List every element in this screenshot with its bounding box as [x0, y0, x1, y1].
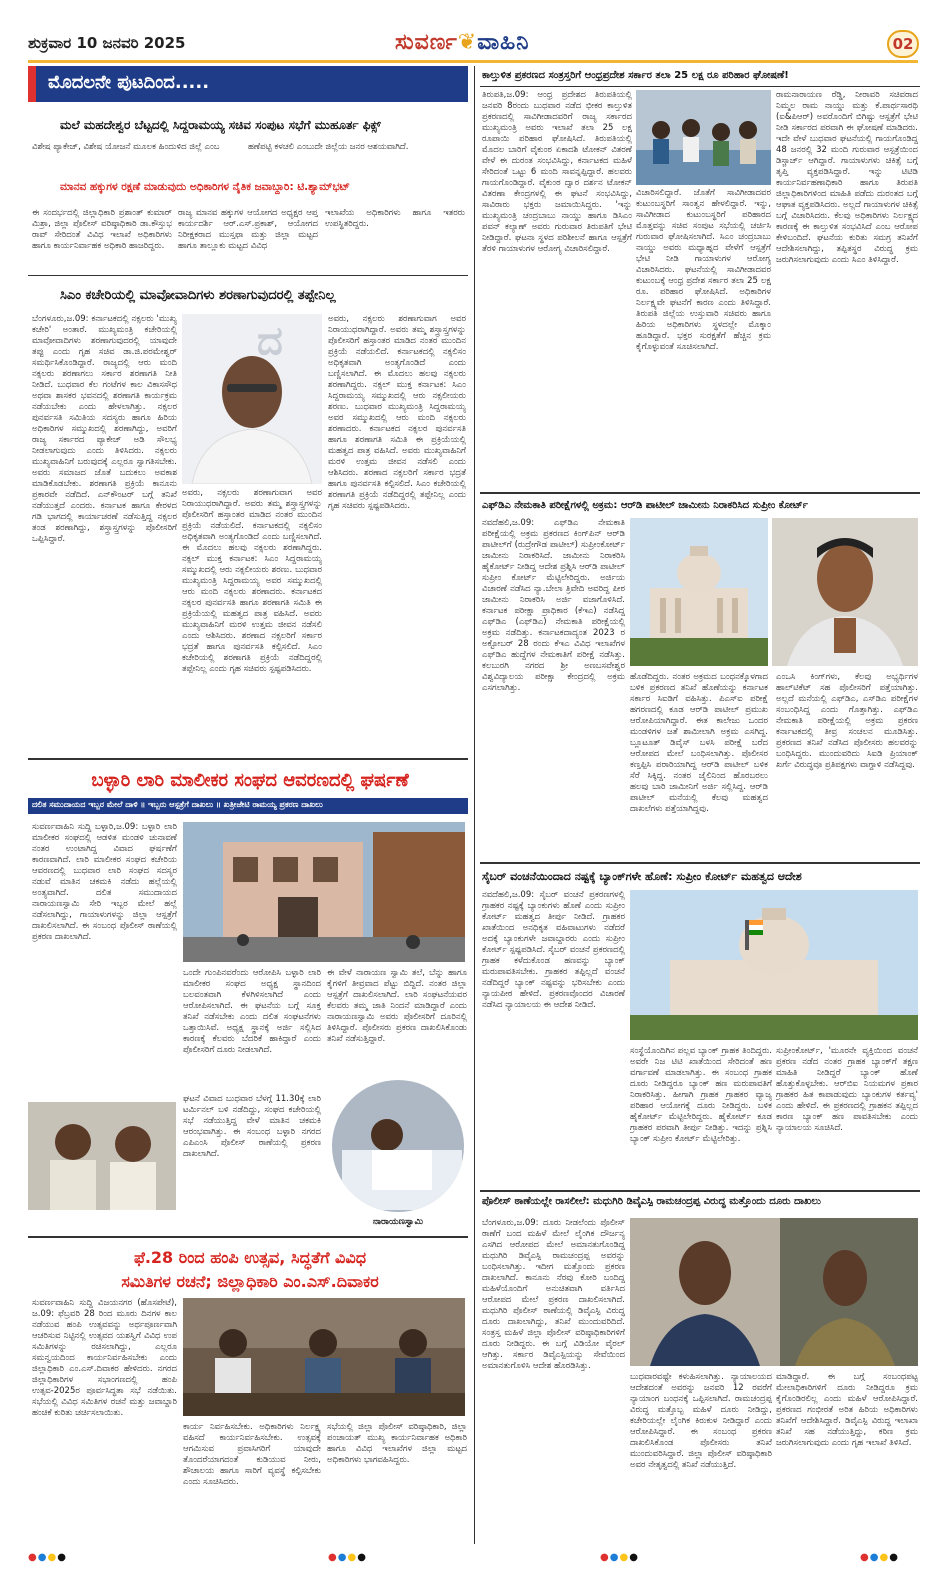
- r1-text-a: ತಿರುಪತಿ,ಜ.09: ಆಂಧ್ರ ಪ್ರದೇಶದ ತಿರುಪತಿಯಲ್ಲಿ ಜನವರಿ 8ರಂದು ಬುಧವಾರ ನಡೆದ ಭೀಕರ ಕಾಲ್ತುಳಿತ ಪ್ರಕರಣದಲ್ಲಿ ಸಾವಿಗೀಡಾದವರಿಗೆ ರಾಜ್ಯ ಸರ್ಕಾರದ ಮುಖ್ಯಮಂತ್ರಿ ಅವರು ಇಲಾಖೆ ತಲಾ 25 ಲಕ್ಷ ರೂಪಾಯಿ ಪರಿಹಾರ ಘೋಷಿಸಿದೆ. ತಿರುಪತಿಯಲ್ಲಿ ಮೊದಲ ಬಾರಿಗೆ ವೈಕುಂಠ ಏಕಾದಶಿ ಟೋಕನ್ ವಿತರಣೆ ವೇಳೆ ಈ ದುರಂತ ಸಂಭವಿಸಿದ್ದು, ಕರ್ನಾಟಕದ ಮಹಿಳೆ ಸೇರಿದಂತೆ ಒಟ್ಟು 6 ಮಂದಿ ಸಾವನ್ನಪ್ಪಿದ್ದಾರೆ. ಹಲವರು ಗಾಯಗೊಂಡಿದ್ದಾರೆ. ವೈಕುಂಠ ದ್ವಾರ ದರ್ಶನ ಟೋಕನ್ ವಿತರಣಾ ಕೇಂದ್ರಗಳಲ್ಲಿ ಈ ಘಟನೆ ಸಂಭವಿಸಿದ್ದು, ಸಾವಿರಾರು ಭಕ್ತರು ಜಮಾಯಿಸಿದ್ದರು. 'ಇನ್ನು ಮುಖ್ಯಮಂತ್ರಿ ಚಂದ್ರಬಾಬು ನಾಯ್ಡು ಹಾಗೂ ಡಿಸಿಎಂ ಪವನ್ ಕಲ್ಯಾಣ್ ಅವರು ಗುರುವಾರ ತಿರುಪತಿಗೆ ಭೇಟಿ ನೀಡಿದ್ದಾರೆ. ಘಟನಾ ಸ್ಥಳದ ಪರಿಶೀಲನೆ ಹಾಗೂ ಆಸ್ಪತ್ರೆಗೆ ತೆರಳಿ ಗಾಯಾಳುಗಳ ಆರೋಗ್ಯ ವಿಚಾರಿಸಲಿದ್ದಾರೆ.: [482, 90, 632, 254]
- story3-text-c: ಈ ವೇಳೆ ನಾರಾಯಣ ಸ್ವಾಮಿ ತಲೆ, ಬೆನ್ನು ಹಾಗೂ ಕೈಗಳಿಗೆ ತೀವ್ರವಾದ ಪೆಟ್ಟು ಬಿದ್ದಿದೆ. ನಂತರ ಜಿಲ್ಲಾ ಆಸ್ಪತ್ರೆಗೆ ದಾಖಲಿಸಲಾಗಿದೆ. ಲಾರಿ ಸಂಘಟನೆಯವರ ಕೆಲವರು ತಮ್ಮ ಜಾತಿ ನಿಂದನೆ ಮಾಡಿದ್ದಾರೆ ಎಂದು ನಾರಾಯಣಸ್ವಾಮಿ ಅವರು ಪೊಲೀಸರಿಗೆ ದೂರಿನಲ್ಲಿ ತಿಳಿಸಿದ್ದಾರೆ. ಪೊಲೀಸರು ಪ್ರಕರಣ ದಾಖಲಿಸಿಕೊಂಡು ತನಿಖೆ ನಡೆಸುತ್ತಿದ್ದಾರೆ.: [327, 968, 467, 1044]
- dysp-photo: [630, 1218, 918, 1366]
- divider: [480, 862, 920, 864]
- r2-text-c: ಎಂಒಸಿ ಕಿಂಗ್‌ಗಳು, ಕೆಲವು ಅಭ್ಯರ್ಥಿಗಳ ಹಾಲ್‌ಟಿಕೆಟ್ ಸಹ ಪೊಲೀಸರಿಗೆ ಪತ್ತೆಯಾಗಿತ್ತು. ಅಲ್ಲದೆ ಮನೆಯಲ್ಲಿ ಎಫ್‌ಡಿಎ, ಎಸ್‌ಡಿಎ ಪರೀಕ್ಷೆಗಳ ಸಂಬಂಧಿಸಿದ್ದ ಎಂದು ಗೊತ್ತಾಗಿತ್ತು. ಎಫ್‌ಡಿಎ ನೇಮಕಾತಿ ಪರೀಕ್ಷೆಯಲ್ಲಿ ಅಕ್ರಮ ಪ್ರಕರಣ ಕರ್ನಾಟಕದಲ್ಲಿ ತೀವ್ರ ಸಂಚಲನ ಮೂಡಿಸಿತ್ತು. ಪ್ರಕರಣದ ತನಿಖೆ ನಡೆಸಿದ ಪೊಲೀಸರು ಹಲವರನ್ನು ಬಂಧಿಸಿದ್ದರು. ಮುಂದುವರಿದು ಸಿಐಡಿ ಪ್ರಿಯಾಂಕ್ ಖರ್ಗೆ ವಿರುದ್ಧವೂ ಪ್ರತಿಪಕ್ಷಗಳು ವಾಗ್ದಾಳಿ ನಡೆಸಿದ್ದವು.: [776, 672, 918, 770]
- registration-marks-left: ●●●●: [28, 1552, 67, 1563]
- divider: [28, 758, 468, 760]
- stampede-photo: [636, 90, 771, 185]
- section-banner: ಮೊದಲನೇ ಪುಟದಿಂದ.....: [28, 66, 468, 102]
- story3-text-d: ಘಟನೆ ವಿವಾದ ಬುಧವಾರ ಬೆಳಗ್ಗೆ 11.30ಕ್ಕೆ ಲಾರಿ ಟರ್ಮಿನಲ್ ಬಳಿ ನಡೆದಿದ್ದು, ಸಂಘದ ಕಚೇರಿಯಲ್ಲಿ ಸಭೆ ನಡೆಯುತ್ತಿದ್ದ ವೇಳೆ ಮಾತಿನ ಚಕಮಕಿ ಆರಂಭವಾಗಿತ್ತು. ಈ ಸಂಬಂಧ ಬಳ್ಳಾರಿ ನಗರದ ಎಪಿಎಂಸಿ ಪೊಲೀಸ್ ಠಾಣೆಯಲ್ಲಿ ಪ್ರಕರಣ ದಾಖಲಾಗಿದೆ.: [183, 1094, 321, 1159]
- header-rule: [28, 60, 918, 63]
- story3-subhead: ದಲಿತ ಸಮುದಾಯದ ಇಬ್ಬರ ಮೇಲೆ ದಾಳಿ ॥ ಇಬ್ಬರು ಆಸ್ಪತ್ರೆಗೆ ದಾಖಲು ॥ ಖತ್ರೀಜೇಟಿ ರಾಮಯ್ಯ ಪ್ರಕರಣ ದಾಖಲು: [32, 800, 323, 809]
- r4-text-a: ಬೆಂಗಳೂರು,ಜ.09: ದೂರು ನೀಡಲೆಂದು ಪೊಲೀಸ್ ಠಾಣೆಗೆ ಬಂದ ಮಹಿಳೆ ಮೇಲೆ ಲೈಂಗಿಕ ದೌರ್ಜನ್ಯ ಎಸಗಿದ ಆರೋಪದ ಮೇಲೆ ಅಮಾನತುಗೊಂಡಿದ್ದ ಮಧುಗಿರಿ ಡಿವೈಎಸ್ಪಿ ರಾಮಚಂದ್ರಪ್ಪ ಅವರನ್ನು ಬಂಧಿಸಲಾಗಿತ್ತು. ಇದೀಗ ಮತ್ತೊಂದು ಪ್ರಕರಣ ದಾಖಲಾಗಿದೆ. ಕಾನೂನು ನೆರವು ಕೋರಿ ಬಂದಿದ್ದ ಮಹಿಳೆಯೊಂದಿಗೆ ಅನುಚಿತವಾಗಿ ವರ್ತಿಸಿದ ಆರೋಪದ ಮೇಲೆ ಪ್ರಕರಣ ದಾಖಲಿಸಲಾಗಿದೆ. ಮಧುಗಿರಿ ಪೊಲೀಸ್ ಠಾಣೆಯಲ್ಲಿ ಡಿವೈಎಸ್ಪಿ ವಿರುದ್ಧ ದೂರು ದಾಖಲಾಗಿದ್ದು, ತನಿಖೆ ಮುಂದುವರಿದಿದೆ. ಸಂತ್ರಸ್ತ ಮಹಿಳೆ ಜಿಲ್ಲಾ ಪೊಲೀಸ್ ವರಿಷ್ಠಾಧಿಕಾರಿಗಳಿಗೆ ದೂರು ನೀಡಿದ್ದರು. ಈ ಬಗ್ಗೆ ವಿಡಿಯೋ ವೈರಲ್ ಆಗಿತ್ತು. ಸರ್ಕಾರ ಡಿವೈಎಸ್ಪಿಯನ್ನು ಸೇವೆಯಿಂದ ಅಮಾನತುಗೊಳಿಸಿ ಆದೇಶ ಹೊರಡಿಸಿತ್ತು.: [482, 1218, 625, 1371]
- divider: [28, 275, 468, 276]
- story4-text-b: ಕಾರ್ಯ ನಿರ್ವಹಿಸಬೇಕು. ಅಧಿಕಾರಿಗಳು ನಿರ್ಲಕ್ಷ್ಯ ವಹಿಸದೆ ಕಾರ್ಯನಿರ್ವಹಿಸಬೇಕು. ಉತ್ಸವಕ್ಕೆ ಆಗಮಿಸುವ ಪ್ರವಾಸಿಗರಿಗೆ ಯಾವುದೇ ತೊಂದರೆಯಾಗದಂತೆ ಕುಡಿಯುವ ನೀರು, ಶೌಚಾಲಯ ಹಾಗೂ ಸಾರಿಗೆ ವ್ಯವಸ್ಥೆ ಕಲ್ಪಿಸಬೇಕು ಎಂದು ಸೂಚಿಸಿದರು.: [183, 1422, 321, 1487]
- r4-text-c: ಮಾಡಿದ್ದಾರೆ. ಈ ಬಗ್ಗೆ ಸಂಬಂಧಪಟ್ಟ ಮೇಲಾಧಿಕಾರಿಗಳಿಗೆ ದೂರು ನೀಡಿದ್ದರೂ ಕ್ರಮ ಕೈಗೊಂಡಿರಲಿಲ್ಲ ಎಂದು ಮಹಿಳೆ ಆರೋಪಿಸಿದ್ದಾರೆ. ಪ್ರಕರಣದ ಗಂಭೀರತೆ ಅರಿತ ಹಿರಿಯ ಅಧಿಕಾರಿಗಳು ತನಿಖೆಗೆ ಆದೇಶಿಸಿದ್ದಾರೆ. ಡಿವೈಎಸ್ಪಿ ವಿರುದ್ಧ ಇಲಾಖಾ ತನಿಖೆ ಸಹ ನಡೆಯುತ್ತಿದ್ದು, ಕಠಿಣ ಕ್ರಮ ಜರುಗಿಸಲಾಗುವುದು ಎಂದು ಗೃಹ ಇಲಾಖೆ ತಿಳಿಸಿದೆ.: [776, 1372, 918, 1448]
- r3-text-c: ಸುಪ್ರೀಂಕೋರ್ಟ್, 'ಮೂರನೇ ವ್ಯಕ್ತಿಯಿಂದ ವಂಚನೆ ಪ್ರಕರಣ ನಡೆದ ನಂತರ ಗ್ರಾಹಕ ಬ್ಯಾಂಕ್‌ಗೆ ತಕ್ಷಣ ಮಾಹಿತಿ ನೀಡಿದ್ದರೆ ಬ್ಯಾಂಕ್ ಹೊಣೆ ಹೊತ್ತುಕೊಳ್ಳಬೇಕು. ಆರ್‌ಬಿಐ ನಿಯಮಗಳ ಪ್ರಕಾರ ಗ್ರಾಹಕರ ಹಿತ ಕಾಪಾಡುವುದು ಬ್ಯಾಂಕುಗಳ ಕರ್ತವ್ಯ' ಎಂದು ಹೇಳಿದೆ. ಈ ಪ್ರಕರಣದಲ್ಲಿ ಗ್ರಾಹಕನ ತಪ್ಪಿಲ್ಲದ ಕಾರಣ ಬ್ಯಾಂಕ್ ಹಣ ಪಾವತಿಸಬೇಕು ಎಂದು ನ್ಯಾಯಾಲಯ ಸೂಚಿಸಿದೆ.: [776, 1046, 918, 1133]
- registration-marks-center: ●●●●: [328, 1552, 367, 1563]
- issue-date: ಶುಕ್ರವಾರ 10 ಜನವರಿ 2025: [28, 34, 186, 52]
- registration-marks-far-right: ●●●●: [860, 1552, 899, 1563]
- svg-text:ದ: ದ: [257, 318, 283, 364]
- story2-headline: ಸಿಎಂ ಕಚೇರಿಯಲ್ಲಿ ಮಾವೋವಾದಿಗಳು ಶರಣಾಗುವುದರಲ್ಲಿ ತಪ್ಪೇನಿಲ್ಲ: [60, 288, 336, 303]
- story4-headline-1: ಫೆ.28 ರಿಂದ ಹಂಪಿ ಉತ್ಸವ, ಸಿದ್ಧತೆಗೆ ವಿವಿಧ: [133, 1248, 367, 1267]
- story1-text-b: ಹಣೆಪಟ್ಟಿ ಕಳಚಲಿ ಎಂಬುದೇ ಜಿಲ್ಲೆಯ ಜನರ ಆಶಯವಾಗಿದೆ.: [248, 142, 409, 152]
- r1-text-b: ವಿಚಾರಿಸಲಿದ್ದಾರೆ. ಜೊತೆಗೆ ಸಾವಿಗೀಡಾದವರ ಕುಟುಂಬಸ್ಥರಿಗೆ ಸಾಂತ್ವನ ಹೇಳಲಿದ್ದಾರೆ. ಇನ್ನು, ಸಾವಿಗೀಡಾದ ಕುಟುಂಬಸ್ಥರಿಗೆ ಪರಿಹಾರದ ಮೊತ್ತವನ್ನು ಸಚಿವ ಸಂಪುಟ ಸಭೆಯಲ್ಲಿ ಚರ್ಚಿಸಿ ಗುರುವಾರ ಘೋಷಿಸಲಾಗಿದೆ. ಸಿಎಂ ಚಂದ್ರಬಾಬು ನಾಯ್ಡು ಅವರು ಮಧ್ಯಾಹ್ನದ ವೇಳೆಗೆ ಆಸ್ಪತ್ರೆಗೆ ಭೇಟಿ ನೀಡಿ ಗಾಯಾಳುಗಳ ಆರೋಗ್ಯ ವಿಚಾರಿಸಿದರು. ಘಟನೆಯಲ್ಲಿ ಸಾವಿಗೀಡಾದವರ ಕುಟುಂಬಕ್ಕೆ ಆಂಧ್ರ ಪ್ರದೇಶ ಸರ್ಕಾರ ತಲಾ 25 ಲಕ್ಷ ರೂ. ಪರಿಹಾರ ಘೋಷಿಸಿದೆ. ಅಧಿಕಾರಿಗಳ ನಿರ್ಲಕ್ಷ್ಯವೇ ಘಟನೆಗೆ ಕಾರಣ ಎಂದು ತಿಳಿಸಿದ್ದಾರೆ. ತಿರುಪತಿ ಜಿಲ್ಲೆಯ ಉಸ್ತುವಾರಿ ಸಚಿವರು ಹಾಗೂ ಹಿರಿಯ ಅಧಿಕಾರಿಗಳು ಸ್ಥಳದಲ್ಲೇ ಮೊಕ್ಕಾಂ ಹೂಡಿದ್ದಾರೆ. ಭಕ್ತರ ಸುರಕ್ಷತೆಗೆ ಹೆಚ್ಚಿನ ಕ್ರಮ ಕೈಗೊಳ್ಳುವಂತೆ ಸೂಚಿಸಲಾಗಿದೆ.: [636, 188, 771, 352]
- story1-headline: ಮಲೆ ಮಹದೇಶ್ವರ ಬೆಟ್ಟದಲ್ಲಿ ಸಿದ್ದರಾಮಯ್ಯ ಸಚಿವ ಸಂಪುಟ ಸಭೆಗೆ ಮುಹೂರ್ತ ಫಿಕ್ಸ್: [60, 118, 381, 132]
- injured-person-photo: [330, 1078, 466, 1214]
- masthead-logo: [395, 30, 529, 55]
- supreme-court-photo-2: [630, 890, 918, 1040]
- story2-text-a: ಬೆಂಗಳೂರು,ಜ.09: ಕರ್ನಾಟಕದಲ್ಲಿ ನಕ್ಸಲರು 'ಮುಖ್ಯ ಕಚೇರಿ' ಅಂತಾರೆ. ಮುಖ್ಯಮಂತ್ರಿ ಕಚೇರಿಯಲ್ಲಿ ಮಾವೋವಾದಿಗಳು ಶರಣಾಗುವುದರಲ್ಲಿ ಯಾವುದೇ ತಪ್ಪು ಎಂದು ಗೃಹ ಸಚಿವ ಡಾ.ಜಿ.ಪರಮೇಶ್ವರ್ ಸಮರ್ಥಿಸಿಕೊಂಡಿದ್ದಾರೆ. ರಾಜ್ಯದಲ್ಲಿ ಆರು ಮಂದಿ ನಕ್ಸಲರು ಶರಣಾಗಲು ಸರ್ಕಾರ ಶರಣಾಗತಿ ನೀತಿ ನೀಡಿದೆ. ಬುಧವಾರ ಕೆಲ ಗಂಟೆಗಳ ಕಾಲ ವಿಕಾಸಸೌಧ ಅಥವಾ ಶಾಸಕರ ಭವನದಲ್ಲಿ ಶರಣಾಗತಿ ಕಾರ್ಯಕ್ರಮ ನಡೆಯಬೇಕು ಎಂದು ಹೇಳಲಾಗಿತ್ತು. ನಕ್ಸಲರ ಪುನರ್ವಸತಿ ಸಮಿತಿಯ ಸದಸ್ಯರು ಹಾಗೂ ಹಿರಿಯ ಅಧಿಕಾರಿಗಳ ಸಮ್ಮುಖದಲ್ಲಿ ಶರಣಾಗಿದ್ದು, ಅವರಿಗೆ ರಾಜ್ಯ ಸರ್ಕಾರದ ಪ್ಯಾಕೇಜ್ ಅಡಿ ಸೌಲಭ್ಯ ನೀಡಲಾಗುವುದು ಎಂದು ತಿಳಿಸಿದರು. ನಕ್ಸಲರು ಮುಖ್ಯವಾಹಿನಿಗೆ ಬರುವುದಕ್ಕೆ ಎಲ್ಲರೂ ಸ್ವಾಗತಿಸಬೇಕು. ಅವರು ಸಮಾಜದ ಜೊತೆ ಬದುಕಲು ಅವಕಾಶ ಮಾಡಿಕೊಡಬೇಕು. ಶರಣಾಗತಿ ಪ್ರಕ್ರಿಯೆ ಕಾನೂನು ಪ್ರಕಾರವೇ ನಡೆದಿದೆ. ಎನ್‌ಕೌಂಟರ್ ಬಗ್ಗೆ ತನಿಖೆ ನಡೆಯುತ್ತದೆ ಎಂದರು. ಕರ್ನಾಟಕ ಹಾಗೂ ಕೇರಳದ ಗಡಿ ಭಾಗದಲ್ಲಿ ಕಾರ್ಯಾಚರಣೆ ನಡೆಸುತ್ತಿದ್ದ ನಕ್ಸಲರ ತಂಡ ಶರಣಾಗಿದ್ದು, ಶಸ್ತ್ರಾಸ್ತ್ರಗಳನ್ನು ಪೊಲೀಸರಿಗೆ ಒಪ್ಪಿಸಿದ್ದಾರೆ.: [32, 314, 177, 544]
- supreme-court-photo: [630, 518, 768, 666]
- r1-headline: ಕಾಲ್ತುಳಿತ ಪ್ರಕರಣದ ಸಂತ್ರಸ್ತರಿಗೆ ಆಂಧ್ರಪ್ರದೇಶ ಸರ್ಕಾರ ತಲಾ 25 ಲಕ್ಷ ರೂ ಪರಿಹಾರ ಘೋಷಣೆ!: [482, 70, 789, 81]
- r2-text-b: ಹೊಡೆದಿದ್ದರು. ನಂತರ ಅಕ್ರಮದ ಬಂಧನಕ್ಕೊಳಗಾದ ಬಳಿಕ ಪ್ರಕರಣದ ತನಿಖೆ ಹೊಣೆಯನ್ನು ಕರ್ನಾಟಕ ಸರ್ಕಾರ ಸಿಐಡಿಗೆ ವಹಿಸಿತ್ತು. ಪಿಎಸ್‌ಐ ಪರೀಕ್ಷೆ ಹಗರಣದಲ್ಲಿ ಕೂಡ ಆರ್‌ಡಿ ಪಾಟೀಲ್ ಪ್ರಮುಖ ಆರೋಪಿಯಾಗಿದ್ದಾರೆ. ಈತ ಕಾಲೇಜು ಒಂದರ ಮಂಡಳಿಗಳ ಜತೆ ಶಾಮೀಲಾಗಿ ಅಕ್ರಮ ಎಸಗಿದ್ದ. ಬ್ಲೂಟೂತ್ ಡಿವೈಸ್ ಬಳಸಿ ಪರೀಕ್ಷೆ ಬರೆದ ಆರೋಪದ ಮೇಲೆ ಬಂಧಿಸಲಾಗಿತ್ತು. ಪೊಲೀಸರ ಕಣ್ತಪ್ಪಿಸಿ ಪರಾರಿಯಾಗಿದ್ದ ಆರ್‌ಡಿ ಪಾಟೀಲ್ ಬಳಿಕ ಸೆರೆ ಸಿಕ್ಕಿದ್ದ. ನಂತರ ಜೈಲಿನಿಂದ ಹೊರಬರಲು ಹಲವು ಬಾರಿ ಜಾಮೀನಿಗೆ ಅರ್ಜಿ ಸಲ್ಲಿಸಿದ್ದ. ಆರ್‌ಡಿ ಪಾಟೀಲ್ ಮನೆಯಲ್ಲಿ ಕೆಲವು ಮಹತ್ವದ ದಾಖಲೆಗಳು ಪತ್ತೆಯಾಗಿದ್ದವು.: [630, 672, 768, 814]
- divider: [480, 1190, 920, 1192]
- story4-text-a: ಸುವರ್ಣವಾಹಿನಿ ಸುದ್ದಿ ವಿಜಯನಗರ (ಹೊಸಪೇಟೆ), ಜ.09: ಫೆಬ್ರವರಿ 28 ರಿಂದ ಮೂರು ದಿನಗಳ ಕಾಲ ನಡೆಯುವ ಹಂಪಿ ಉತ್ಸವವನ್ನು ಅರ್ಥಪೂರ್ಣವಾಗಿ ಆಚರಿಸುವ ನಿಟ್ಟಿನಲ್ಲಿ ಉತ್ಸವದ ಯಶಸ್ವಿಗೆ ವಿವಿಧ ಉಪ ಸಮಿತಿಗಳನ್ನು ರಚಿಸಲಾಗಿದ್ದು, ಎಲ್ಲರೂ ಸಮನ್ವಯದಿಂದ ಕಾರ್ಯನಿರ್ವಹಿಸಬೇಕು ಎಂದು ಜಿಲ್ಲಾಧಿಕಾರಿ ಎಂ.ಎಸ್.ದಿವಾಕರ ಹೇಳಿದರು. ನಗರದ ಜಿಲ್ಲಾಧಿಕಾರಿಗಳ ಸಭಾಂಗಣದಲ್ಲಿ ಹಂಪಿ ಉತ್ಸವ-2025ರ ಪೂರ್ವಸಿದ್ಧತಾ ಸಭೆ ನಡೆಯಿತು. ಸಭೆಯಲ್ಲಿ ವಿವಿಧ ಸಮಿತಿಗಳ ರಚನೆ ಮತ್ತು ಜವಾಬ್ದಾರಿ ಹಂಚಿಕೆ ಕುರಿತು ಚರ್ಚಿಸಲಾಯಿತು.: [32, 1298, 177, 1418]
- lorry-association-photo: [183, 822, 465, 962]
- story4-headline-2: ಸಮಿತಿಗಳ ರಚನೆ; ಜಿಲ್ಲಾಧಿಕಾರಿ ಎಂ.ಎಸ್.ದಿವಾಕರ: [121, 1272, 379, 1291]
- story1-text-e: ಇಲಾಖೆಯ ಅಧಿಕಾರಿಗಳು ಹಾಗೂ ಇತರರು ಉಪಸ್ಥಿತರಿದ್ದರು.: [325, 208, 465, 229]
- page-number: 02: [887, 30, 919, 58]
- page-header: [0, 0, 945, 62]
- logo-text-a: ಸುವರ್ಣ: [395, 30, 458, 55]
- story3-text-a: ಸುವರ್ಣವಾಹಿನಿ ಸುದ್ದಿ ಬಳ್ಳಾರಿ,ಜ.09: ಬಳ್ಳಾರಿ ಲಾರಿ ಮಾಲೀಕರ ಸಂಘದಲ್ಲಿ ಆಡಳಿತ ಮಂಡಳಿ ಚುನಾವಣೆ ನಂತರ ಉಂಟಾಗಿದ್ದ ವಿವಾದ ಘರ್ಷಣೆಗೆ ಕಾರಣವಾಗಿದೆ. ಲಾರಿ ಮಾಲೀಕರ ಸಂಘದ ಕಚೇರಿಯ ಆವರಣದಲ್ಲಿ ಬುಧವಾರ ಲಾರಿ ಸಂಘದ ಸದಸ್ಯರ ನಡುವೆ ಮಾತಿನ ಚಕಮಕಿ ನಡೆದು ಹಲ್ಲೆಯಲ್ಲಿ ಅಂತ್ಯವಾಗಿದೆ. ದಲಿತ ಸಮುದಾಯದ ನಾರಾಯಣಸ್ವಾಮಿ ಸೇರಿ ಇಬ್ಬರ ಮೇಲೆ ಹಲ್ಲೆ ನಡೆಸಲಾಗಿದ್ದು, ಗಾಯಾಳುಗಳನ್ನು ಜಿಲ್ಲಾ ಆಸ್ಪತ್ರೆಗೆ ದಾಖಲಿಸಲಾಗಿದೆ. ಈ ಸಂಬಂಧ ಪೊಲೀಸ್ ಠಾಣೆಯಲ್ಲಿ ಪ್ರಕರಣ ದಾಖಲಾಗಿದೆ.: [32, 822, 177, 942]
- victims-photo: [28, 1102, 176, 1210]
- meeting-photo: [183, 1298, 465, 1416]
- story1-text-c: ಈ ಸಂದರ್ಭದಲ್ಲಿ ಜಿಲ್ಲಾಧಿಕಾರಿ ಪ್ರಶಾಂತ್ ಕುಮಾರ್ ಮಿಶ್ರಾ, ಜಿಲ್ಲಾ ಪೊಲೀಸ್ ವರಿಷ್ಠಾಧಿಕಾರಿ ಡಾ.ಕೌಸ್ತುಭ ರಾವ್ ಸೇರಿದಂತೆ ವಿವಿಧ ಇಲಾಖೆ ಅಧಿಕಾರಿಗಳು ಹಾಗೂ ಕಾರ್ಯನಿರ್ವಾಹಕ ಅಧಿಕಾರಿ ಹಾಜರಿದ್ದರು.: [32, 208, 172, 251]
- r3-headline: ಸೈಬರ್ ವಂಚನೆಯಿಂದಾದ ನಷ್ಟಕ್ಕೆ ಬ್ಯಾಂಕ್‌ಗಳೇ ಹೊಣೆ: ಸುಪ್ರೀಂ ಕೋರ್ಟ್ ಮಹತ್ವದ ಆದೇಶ: [482, 870, 802, 883]
- r4-headline: ಪೊಲೀಸ್ ಠಾಣೆಯಲ್ಲೇ ರಾಸಲೀಲೆ: ಮಧುಗಿರಿ ಡಿವೈಎಸ್ಪಿ ರಾಮಚಂದ್ರಪ್ಪ ವಿರುದ್ಧ ಮತ್ತೊಂದು ದೂರು ದಾಖಲು: [482, 1196, 821, 1207]
- divider: [28, 1236, 468, 1238]
- story4-text-c: ಸಭೆಯಲ್ಲಿ ಜಿಲ್ಲಾ ಪೊಲೀಸ್ ವರಿಷ್ಠಾಧಿಕಾರಿ, ಜಿಲ್ಲಾ ಪಂಚಾಯತ್ ಮುಖ್ಯ ಕಾರ್ಯನಿರ್ವಾಹಕ ಅಧಿಕಾರಿ ಹಾಗೂ ವಿವಿಧ ಇಲಾಖೆಗಳ ಜಿಲ್ಲಾ ಮಟ್ಟದ ಅಧಿಕಾರಿಗಳು ಭಾಗವಹಿಸಿದ್ದರು.: [327, 1422, 467, 1465]
- r3-text-a: ನವದೆಹಲಿ,ಜ.09: ಸೈಬರ್ ವಂಚನೆ ಪ್ರಕರಣಗಳಲ್ಲಿ ಗ್ರಾಹಕರ ನಷ್ಟಕ್ಕೆ ಬ್ಯಾಂಕುಗಳು ಹೊಣೆ ಎಂದು ಸುಪ್ರೀಂ ಕೋರ್ಟ್ ಮಹತ್ವದ ತೀರ್ಪು ನೀಡಿದೆ. ಗ್ರಾಹಕರ ಖಾತೆಯಿಂದ ಅನಧಿಕೃತ ವಹಿವಾಟುಗಳು ನಡೆದರೆ ಅದಕ್ಕೆ ಬ್ಯಾಂಕುಗಳೇ ಜವಾಬ್ದಾರರು ಎಂದು ಸುಪ್ರೀಂ ಕೋರ್ಟ್ ಸ್ಪಷ್ಟಪಡಿಸಿದೆ. ಸೈಬರ್ ವಂಚನೆ ಪ್ರಕರಣದಲ್ಲಿ ಗ್ರಾಹಕ ಕಳೆದುಕೊಂಡ ಹಣವನ್ನು ಬ್ಯಾಂಕ್ ಮರುಪಾವತಿಸಬೇಕು. ಗ್ರಾಹಕರ ತಪ್ಪಿಲ್ಲದೆ ವಂಚನೆ ನಡೆದಿದ್ದರೆ ಬ್ಯಾಂಕ್ ನಷ್ಟವನ್ನು ಭರಿಸಬೇಕು ಎಂದು ನ್ಯಾಯಪೀಠ ಹೇಳಿದೆ. ಪ್ರಕರಣವೊಂದರ ವಿಚಾರಣೆ ನಡೆಸಿದ ನ್ಯಾಯಾಲಯ ಈ ಆದೇಶ ನೀಡಿದೆ.: [482, 890, 625, 1010]
- photo-caption: ನಾರಾಯಣಸ್ವಾಮಿ: [372, 1217, 424, 1227]
- r3-text-b: ಸಂಸ್ಥೆಯೊಂದಿಗಿನ ಪಲ್ಲವ ಬ್ಯಾಂಕ್ ಗ್ರಾಹಕ ತಿಂದಿದ್ದರು. ಅವರೇ ನಿಜ ಟಿಟಿ ಖಾತೆಯಿಂದ ಸೇರಿದಂತೆ ಹಣ ವರ್ಗಾವಣೆ ಮಾಡಲಾಗಿತ್ತು. ಈ ಸಂಬಂಧ ಗ್ರಾಹಕ ದೂರು ನೀಡಿದ್ದರೂ ಬ್ಯಾಂಕ್ ಹಣ ಮರುಪಾವತಿಗೆ ನಿರಾಕರಿಸಿತ್ತು. ಹೀಗಾಗಿ ಗ್ರಾಹಕ ಗ್ರಾಹಕರ ವ್ಯಾಜ್ಯ ಪರಿಹಾರ ಆಯೋಗಕ್ಕೆ ದೂರು ನೀಡಿದ್ದರು. ಬಳಿಕ ಹೈಕೋರ್ಟ್ ಮೆಟ್ಟಿಲೇರಿದ್ದರು. ಹೈಕೋರ್ಟ್ ಕೂಡ ಗ್ರಾಹಕರ ಪರವಾಗಿ ತೀರ್ಪು ನೀಡಿತ್ತು. ಇದನ್ನು ಪ್ರಶ್ನಿಸಿ ಬ್ಯಾಂಕ್ ಸುಪ್ರೀಂ ಕೋರ್ಟ್ ಮೆಟ್ಟಿಲೇರಿತ್ತು.: [630, 1046, 772, 1144]
- story2-text-b-cont: ಅವರು, ನಕ್ಸಲರು ಶರಣಾಗುವಾಗ ಅವರ ನಿರಾಯುಧರಾಗಿದ್ದಾರೆ. ಅವರು ತಮ್ಮ ಶಸ್ತ್ರಾಸ್ತ್ರಗಳನ್ನು ಪೊಲೀಸರಿಗೆ ಹಸ್ತಾಂತರ ಮಾಡಿದ ನಂತರ ಮುಂದಿನ ಪ್ರಕ್ರಿಯೆ ನಡೆಯಲಿದೆ. ಕರ್ನಾಟಕದಲ್ಲಿ ನಕ್ಸಲಿಸಂ ಅಧಿಕೃತವಾಗಿ ಅಂತ್ಯಗೊಂಡಿದೆ ಎಂದು ಬಣ್ಣಿಸಲಾಗಿದೆ. ಈ ಮೊದಲು ಹಲವು ನಕ್ಸಲರು ಶರಣಾಗಿದ್ದರು. ನಕ್ಸಲ್ ಮುಕ್ತ ಕರ್ನಾಟಕ: ಸಿಎಂ ಸಿದ್ದರಾಮಯ್ಯ ಸಮ್ಮುಖದಲ್ಲಿ ಆರು ನಕ್ಸಲೀಯರು ಶರಣು. ಬುಧವಾರ ಮುಖ್ಯಮಂತ್ರಿ ಸಿದ್ದರಾಮಯ್ಯ ಅವರ ಸಮ್ಮುಖದಲ್ಲಿ ಆರು ಮಂದಿ ನಕ್ಸಲರು ಶರಣಾದರು. ಕರ್ನಾಟಕದ ನಕ್ಸಲರ ಪುನರ್ವಸತಿ ಹಾಗೂ ಶರಣಾಗತಿ ಸಮಿತಿ ಈ ಪ್ರಕ್ರಿಯೆಯಲ್ಲಿ ಮಹತ್ವದ ಪಾತ್ರ ವಹಿಸಿದೆ. ಅವರು ಮುಖ್ಯವಾಹಿನಿಗೆ ಮರಳಿ ಉತ್ತಮ ಜೀವನ ನಡೆಸಲಿ ಎಂದು ಆಶಿಸಿದರು. ಶರಣಾದ ನಕ್ಸಲರಿಗೆ ಸರ್ಕಾರ ಭದ್ರತೆ ಹಾಗೂ ಪುನರ್ವಸತಿ ಕಲ್ಪಿಸಲಿದೆ. ಸಿಎಂ ಕಚೇರಿಯಲ್ಲಿ ಶರಣಾಗತಿ ಪ್ರಕ್ರಿಯೆ ನಡೆದಿದ್ದರಲ್ಲಿ ತಪ್ಪೇನಿಲ್ಲ ಎಂದು ಗೃಹ ಸಚಿವರು ಸ್ಪಷ್ಟಪಡಿಸಿದರು.: [328, 314, 466, 511]
- divider: [480, 492, 920, 494]
- accused-photo: [772, 518, 918, 666]
- r1-text-c: ರಾಮನಾರಾಯಣ ರೆಡ್ಡಿ, ನೀರಾವರಿ ಸಚಿವರಾದ ನಿಮ್ಮಲ ರಾಮ ನಾಯ್ಡು ಮತ್ತು ಕೆ.ಪಾರ್ಥಸಾರಥಿ (ಐ&ಪಿಆರ್) ಅವರೊಂದಿಗೆ ಬಿಗಿಷ್ಟು ಆಸ್ಪತ್ರೆಗೆ ಭೇಟಿ ನೀಡಿ ಸರ್ಕಾರದ ಪರವಾಗಿ ಈ ಘೋಷಣೆ ಮಾಡಿದರು. ಇದೇ ವೇಳೆ ಬುಧವಾರ ಘಟನೆಯಲ್ಲಿ ಗಾಯಗೊಂಡಿದ್ದ 48 ಜನರಲ್ಲಿ 32 ಮಂದಿ ಗುರುವಾರ ಆಸ್ಪತ್ರೆಯಿಂದ ಡಿಸ್ಚಾರ್ಜ್ ಆಗಿದ್ದಾರೆ. ಗಾಯಾಳುಗಳು ಚಿಕಿತ್ಸೆ ಬಗ್ಗೆ ತೃಪ್ತಿ ವ್ಯಕ್ತಪಡಿಸಿದ್ದಾರೆ. ಇನ್ನು ಟಿಟಿಡಿ ಕಾರ್ಯನಿರ್ವಹಣಾಧಿಕಾರಿ ಹಾಗೂ ತಿರುಪತಿ ಜಿಲ್ಲಾಧಿಕಾರಿಗಳಿಂದ ಮಾಹಿತಿ ಪಡೆದು ದುರಂತದ ಬಗ್ಗೆ ಆಘಾತ ವ್ಯಕ್ತಪಡಿಸಿದರು. ಅಲ್ಲದೆ ಗಾಯಾಳುಗಳ ಚಿಕಿತ್ಸೆ ಬಗ್ಗೆ ವಿಚಾರಿಸಿದರು. ಕೆಲವು ಅಧಿಕಾರಿಗಳು ನಿರ್ಲಕ್ಷ್ಯದ ಕಾರಣಕ್ಕೆ ಈ ಕಾಲ್ತುಳಿತ ಸಂಭವಿಸಿದೆ ಎಂಬ ಆರೋಪ ಕೇಳಿಬಂದಿದೆ. ಘಟನೆಯ ಕುರಿತು ಸಮಗ್ರ ತನಿಖೆಗೆ ಆದೇಶಿಸಲಾಗಿದ್ದು, ತಪ್ಪಿತಸ್ಥರ ವಿರುದ್ಧ ಕ್ರಮ ಜರುಗಿಸಲಾಗುವುದು ಎಂದು ಸಿಎಂ ತಿಳಿಸಿದ್ದಾರೆ.: [776, 90, 918, 265]
- story3-headline: ಬಳ್ಳಾರಿ ಲಾರಿ ಮಾಲೀಕರ ಸಂಘದ ಆವರಣದಲ್ಲಿ ಘರ್ಷಣೆ: [91, 770, 409, 791]
- column-divider: [474, 66, 475, 1544]
- story1-text-d: ರಾಜ್ಯ ಮಾನವ ಹಕ್ಕುಗಳ ಆಯೋಗದ ಅಧ್ಯಕ್ಷರ ಆಪ್ತ ಕಾರ್ಯದರ್ಶಿ ಆರ್.ಎಸ್.ಪ್ರಕಾಶ್, ಆಯೋಗದ ನಿರೀಕ್ಷಕರಾದ ಮುಸ್ತಫಾ ಮತ್ತು ಜಿಲ್ಲಾ ಮಟ್ಟದ ಹಾಗೂ ತಾಲ್ಲೂಕು ಮಟ್ಟದ ವಿವಿಧ: [178, 208, 318, 251]
- story1-subhead: ಮಾನವ ಹಕ್ಕುಗಳ ರಕ್ಷಣೆ ಮಾಡುವುದು ಅಧಿಕಾರಿಗಳ ನೈತಿಕ ಜವಾಬ್ದಾರಿ: ಟಿ.ಶ್ಯಾಮ್‌ಭಟ್: [60, 181, 350, 193]
- minister-photo: [182, 314, 322, 484]
- story3-text-b: ಒಂದೇ ಗುಂಪಿನವರೆಂದು ಆರೋಪಿಸಿ ಬಳ್ಳಾರಿ ಲಾರಿ ಮಾಲೀಕರ ಸಂಘದ ಅಧ್ಯಕ್ಷ ಸ್ಥಾನದಿಂದ ಬಲವಂತವಾಗಿ ಕೆಳಗಿಳಿಸಲಾಗಿದೆ ಎಂದು ಆರೋಪಿಸಲಾಗಿದೆ. ಈ ಘಟನೆಯ ಬಗ್ಗೆ ಸೂಕ್ತ ತನಿಖೆ ನಡೆಸಬೇಕು ಎಂದು ದಲಿತ ಸಂಘಟನೆಗಳು ಒತ್ತಾಯಿಸಿವೆ. ಅಧ್ಯಕ್ಷ ಸ್ಥಾನಕ್ಕೆ ಅರ್ಜಿ ಸಲ್ಲಿಸಿದ ಕಾರಣಕ್ಕೆ ಕೆಲವರು ಬೆದರಿಕೆ ಹಾಕಿದ್ದಾರೆ ಎಂದು ಪೊಲೀಸರಿಗೆ ದೂರು ನೀಡಲಾಗಿದೆ.: [183, 968, 321, 1055]
- divider: [480, 86, 920, 87]
- leaf-icon: ❦: [457, 30, 478, 55]
- logo-text-b: ವಾಹಿನಿ: [477, 30, 530, 55]
- registration-marks-right: ●●●●: [600, 1552, 639, 1563]
- r4-text-b: ಬುಧವಾರವಷ್ಟೇ ಕಳುಹಿಸಲಾಗಿತ್ತು. ನ್ಯಾಯಾಲಯದ ಆದೇಶದಂತೆ ಅವರನ್ನು ಜನವರಿ 12 ರವರೆಗೆ ನ್ಯಾಯಾಂಗ ಬಂಧನಕ್ಕೆ ಒಪ್ಪಿಸಲಾಗಿದೆ. ರಾಮಚಂದ್ರಪ್ಪ ವಿರುದ್ಧ ಮತ್ತೊಬ್ಬ ಮಹಿಳೆ ದೂರು ನೀಡಿದ್ದು, ಕಚೇರಿಯಲ್ಲೇ ಲೈಂಗಿಕ ಕಿರುಕುಳ ನೀಡಿದ್ದಾರೆ ಎಂದು ಆರೋಪಿಸಿದ್ದಾರೆ. ಈ ಸಂಬಂಧ ಪ್ರಕರಣ ದಾಖಲಿಸಿಕೊಂಡ ಪೊಲೀಸರು ತನಿಖೆ ಮುಂದುವರಿಸಿದ್ದಾರೆ. ಜಿಲ್ಲಾ ಪೊಲೀಸ್ ವರಿಷ್ಠಾಧಿಕಾರಿ ಅವರ ನೇತೃತ್ವದಲ್ಲಿ ತನಿಖೆ ನಡೆಯುತ್ತಿದೆ.: [630, 1372, 772, 1470]
- r2-headline: ಎಫ್‌ಡಿಎ ನೇಮಕಾತಿ ಪರೀಕ್ಷೆಗಳಲ್ಲಿ ಅಕ್ರಮ: ಆರ್‌ಡಿ ಪಾಟೀಲ್ ಜಾಮೀನು ನಿರಾಕರಿಸಿದ ಸುಪ್ರೀಂ ಕೋರ್ಟ್: [482, 500, 808, 511]
- story2-text-b: ಅವರು, ನಕ್ಸಲರು ಶರಣಾಗುವಾಗ ಅವರ ನಿರಾಯುಧರಾಗಿದ್ದಾರೆ. ಅವರು ತಮ್ಮ ಶಸ್ತ್ರಾಸ್ತ್ರಗಳನ್ನು ಪೊಲೀಸರಿಗೆ ಹಸ್ತಾಂತರ ಮಾಡಿದ ನಂತರ ಮುಂದಿನ ಪ್ರಕ್ರಿಯೆ ನಡೆಯಲಿದೆ. ಕರ್ನಾಟಕದಲ್ಲಿ ನಕ್ಸಲಿಸಂ ಅಧಿಕೃತವಾಗಿ ಅಂತ್ಯಗೊಂಡಿದೆ ಎಂದು ಬಣ್ಣಿಸಲಾಗಿದೆ. ಈ ಮೊದಲು ಹಲವು ನಕ್ಸಲರು ಶರಣಾಗಿದ್ದರು. ನಕ್ಸಲ್ ಮುಕ್ತ ಕರ್ನಾಟಕ: ಸಿಎಂ ಸಿದ್ದರಾಮಯ್ಯ ಸಮ್ಮುಖದಲ್ಲಿ ಆರು ನಕ್ಸಲೀಯರು ಶರಣು. ಬುಧವಾರ ಮುಖ್ಯಮಂತ್ರಿ ಸಿದ್ದರಾಮಯ್ಯ ಅವರ ಸಮ್ಮುಖದಲ್ಲಿ ಆರು ಮಂದಿ ನಕ್ಸಲರು ಶರಣಾದರು. ಕರ್ನಾಟಕದ ನಕ್ಸಲರ ಪುನರ್ವಸತಿ ಹಾಗೂ ಶರಣಾಗತಿ ಸಮಿತಿ ಈ ಪ್ರಕ್ರಿಯೆಯಲ್ಲಿ ಮಹತ್ವದ ಪಾತ್ರ ವಹಿಸಿದೆ. ಅವರು ಮುಖ್ಯವಾಹಿನಿಗೆ ಮರಳಿ ಉತ್ತಮ ಜೀವನ ನಡೆಸಲಿ ಎಂದು ಆಶಿಸಿದರು. ಶರಣಾದ ನಕ್ಸಲರಿಗೆ ಸರ್ಕಾರ ಭದ್ರತೆ ಹಾಗೂ ಪುನರ್ವಸತಿ ಕಲ್ಪಿಸಲಿದೆ. ಸಿಎಂ ಕಚೇರಿಯಲ್ಲಿ ಶರಣಾಗತಿ ಪ್ರಕ್ರಿಯೆ ನಡೆದಿದ್ದರಲ್ಲಿ ತಪ್ಪೇನಿಲ್ಲ ಎಂದು ಗೃಹ ಸಚಿವರು ಸ್ಪಷ್ಟಪಡಿಸಿದರು.: [182, 488, 322, 674]
- story1-text-a: ವಿಶೇಷ ಪ್ಯಾಕೇಜ್, ವಿಶೇಷ ಯೋಜನೆ ಮೂಲಕ ಹಿಂದುಳಿದ ಜಿಲ್ಲೆ ಎಂಬ: [32, 142, 220, 152]
- r2-text-a: ನವದೆಹಲಿ,ಜ.09: ಎಫ್‌ಡಿಎ ನೇಮಕಾತಿ ಪರೀಕ್ಷೆಯಲ್ಲಿ ಅಕ್ರಮ ಪ್ರಕರಣದ ಕಿಂಗ್‌ಪಿನ್ ಆರ್‌ಡಿ ಪಾಟೀಲ್‌ಗೆ (ರುದ್ರೇಗೌಡ ಪಾಟೀಲ್) ಸುಪ್ರೀಂಕೋರ್ಟ್ ಜಾಮೀನು ನಿರಾಕರಿಸಿದೆ. ಜಾಮೀನು ನಿರಾಕರಿಸಿ ಹೈಕೋರ್ಟ್ ನೀಡಿದ್ದ ಆದೇಶ ಪ್ರಶ್ನಿಸಿ ಆರ್‌ಡಿ ಪಾಟೀಲ್ ಸುಪ್ರೀಂ ಕೋರ್ಟ್ ಮೆಟ್ಟಿಲೇರಿದ್ದರು. ಅರ್ಜಿಯ ವಿಚಾರಣೆ ನಡೆಸಿದ ನ್ಯಾ.ಬೇಲಾ ತ್ರಿವೇದಿ ಅವರಿದ್ದ ಪೀಠ ಜಾಮೀನು ನಿರಾಕರಿಸಿ ಅರ್ಜಿ ವಜಾಗೊಳಿಸಿದೆ. ಕರ್ನಾಟಕ ಪರೀಕ್ಷಾ ಪ್ರಾಧಿಕಾರ (ಕೆಇಎ) ನಡೆಸಿದ್ದ ಎಫ್‌ಡಿಎ (ಎಫ್‌ಡಿಎ) ನೇಮಕಾತಿ ಪರೀಕ್ಷೆಯಲ್ಲಿ ಅಕ್ರಮ ನಡೆದಿತ್ತು. ಕರ್ನಾಟಕದಾದ್ಯಂತ 2023 ರ ಅಕ್ಟೋಬರ್ 28 ರಂದು ಕೆಇಎ ವಿವಿಧ ಇಲಾಖೆಗಳ ಎಫ್‌ಡಿಎ ಹುದ್ದೆಗಳ ನೇಮಕಾತಿಗೆ ಪರೀಕ್ಷೆ ನಡೆಸಿತ್ತು. ಕಲಬುರಗಿ ನಗರದ ಶ್ರೀ ಅಣಬಸವೇಶ್ವರ ವಿಶ್ವವಿದ್ಯಾಲಯ ಪರೀಕ್ಷಾ ಕೇಂದ್ರದಲ್ಲಿ ಅಕ್ರಮ ಎಸಗಲಾಗಿತ್ತು.: [482, 518, 625, 693]
